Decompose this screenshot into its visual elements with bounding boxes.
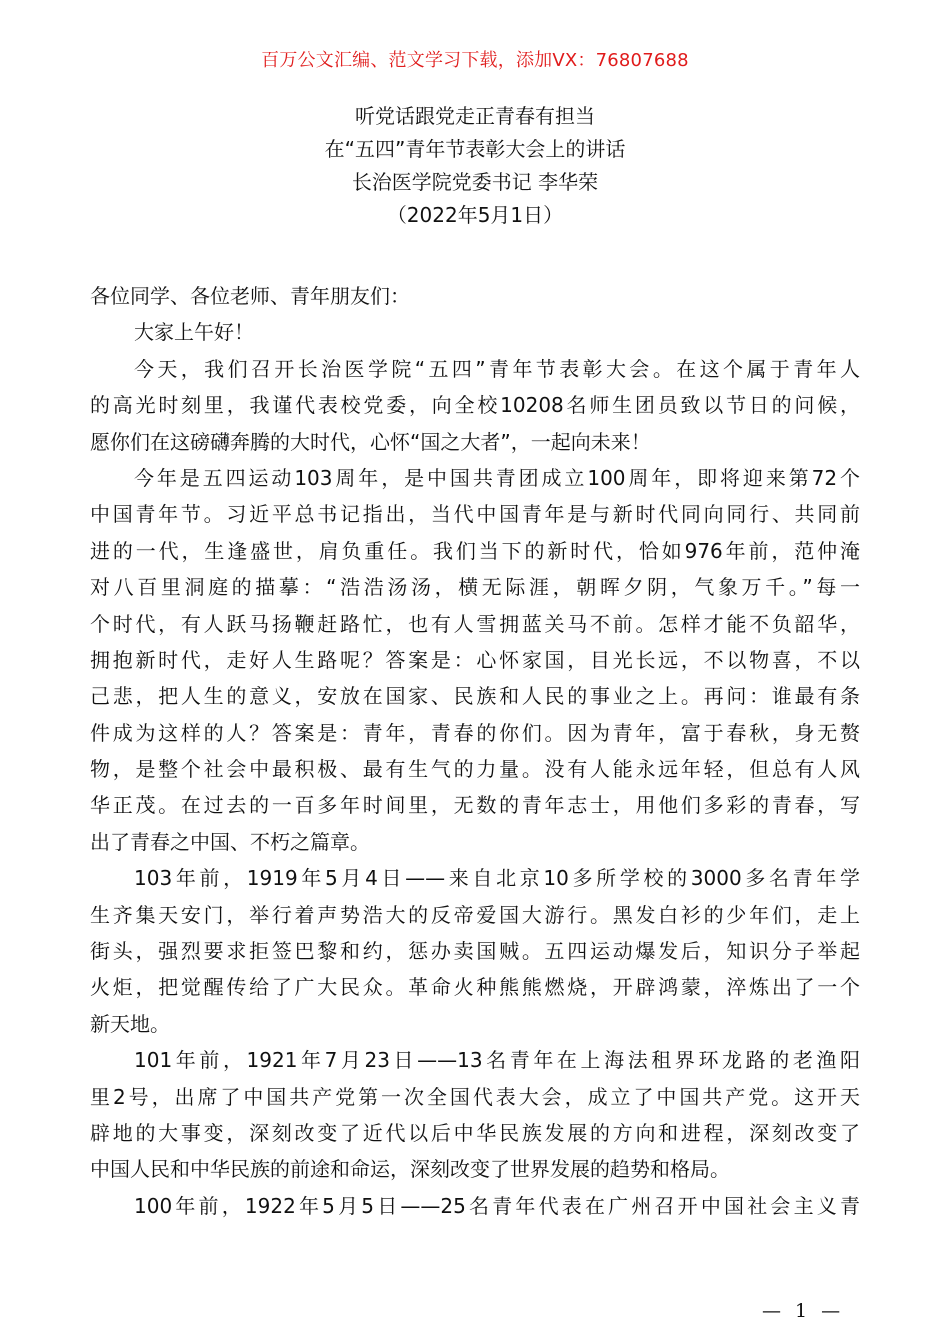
paragraph-line: 103年前，1919年5月4日——来自北京10多所学校的3000多名青年学 [134,866,860,891]
speaker-line: 长治医学院党委书记 李华荣 [351,170,599,194]
paragraph-line: 华正茂。在过去的一百多年时间里，无数的青年志士，用他们多彩的青春，写 [90,793,860,818]
paragraph-line: 中国人民和中华民族的前途和命运，深刻改变了世界发展的趋势和格局。 [90,1157,730,1182]
paragraph-line: 辟地的大事变，深刻改变了近代以后中华民族发展的方向和进程，深刻改变了 [90,1120,860,1145]
salutation: 各位同学、各位老师、青年朋友们： [90,284,410,308]
speech-subtitle: 在“五四”青年节表彰大会上的讲话 [324,137,626,161]
paragraph-line: 进的一代，生逢盛世，肩负重任。我们当下的新时代，恰如976年前，范仲淹 [90,538,860,563]
paragraph-line: 101年前，1921年7月23日——13名青年在上海法租界环龙路的老渔阳 [134,1048,860,1073]
paragraph-line: 对八百里洞庭的描摹：“浩浩汤汤，横无际涯，朝晖夕阴，气象万千。”每一 [90,575,860,600]
paragraph-line: 件成为这样的人？答案是：青年，青春的你们。因为青年，富于春秋，身无赘 [90,720,860,745]
paragraph-line: 物，是整个社会中最积极、最有生气的力量。没有人能永远年轻，但总有人风 [90,757,860,782]
paragraph-2 [90,460,860,860]
paragraph-line: 个时代，有人跃马扬鞭赶路忙，也有人雪拥蓝关马不前。怎样才能不负韶华， [90,611,860,636]
paragraph-line: 拥抱新时代，走好人生路呢？答案是：心怀家国，目光长远，不以物喜，不以 [90,647,860,672]
paragraph-line: 街头，强烈要求拒签巴黎和约，惩办卖国贼。五四运动爆发后，知识分子举起 [90,939,860,964]
paragraph-line: 生齐集天安门，举行着声势浩大的反帝爱国大游行。黑发白衫的少年们，走上 [90,902,860,927]
paragraph-line: 里2号，出席了中国共产党第一次全国代表大会，成立了中国共产党。这开天 [90,1084,860,1109]
watermark-banner: 百万公文汇编、范文学习下载，添加VX：76807688 [261,50,689,71]
paragraph-line: 今天，我们召开长治医学院“五四”青年节表彰大会。在这个属于青年人 [134,356,860,381]
paragraph-line: 出了青春之中国、不朽之篇章。 [90,829,370,854]
paragraph-5 [90,1188,860,1224]
page-number: — 1 — [762,1300,845,1322]
paragraph-3 [90,860,860,1042]
paragraph-line: 新天地。 [90,1011,170,1036]
paragraph-1 [90,351,860,460]
speech-title: 听党话跟党走正青春有担当 [355,104,595,128]
paragraph-line: 今年是五四运动103周年，是中国共青团成立100周年，即将迎来第72个 [134,465,860,490]
paragraph-line: 的高光时刻里，我谨代表校党委，向全校10208名师生团员致以节日的问候， [90,393,860,418]
speech-date: （2022年5月1日） [386,203,564,227]
greeting: 大家上午好！ [134,320,254,345]
paragraph-line: 100年前，1922年5月5日——25名青年代表在广州召开中国社会主义青 [134,1193,860,1218]
paragraph-line: 愿你们在这磅礴奔腾的大时代，心怀“国之大者”，一起向未来！ [90,429,651,454]
speech-body [90,278,860,1224]
paragraph-4 [90,1042,860,1188]
paragraph-line: 己悲，把人生的意义，安放在国家、民族和人民的事业之上。再问：谁最有条 [90,684,860,709]
paragraph-line: 火炬，把觉醒传给了广大民众。革命火种熊熊燃烧，开辟鸿蒙，淬炼出了一个 [90,975,860,1000]
paragraph-line: 中国青年节。习近平总书记指出，当代中国青年是与新时代同向同行、共同前 [90,502,860,527]
title-block [0,100,950,232]
